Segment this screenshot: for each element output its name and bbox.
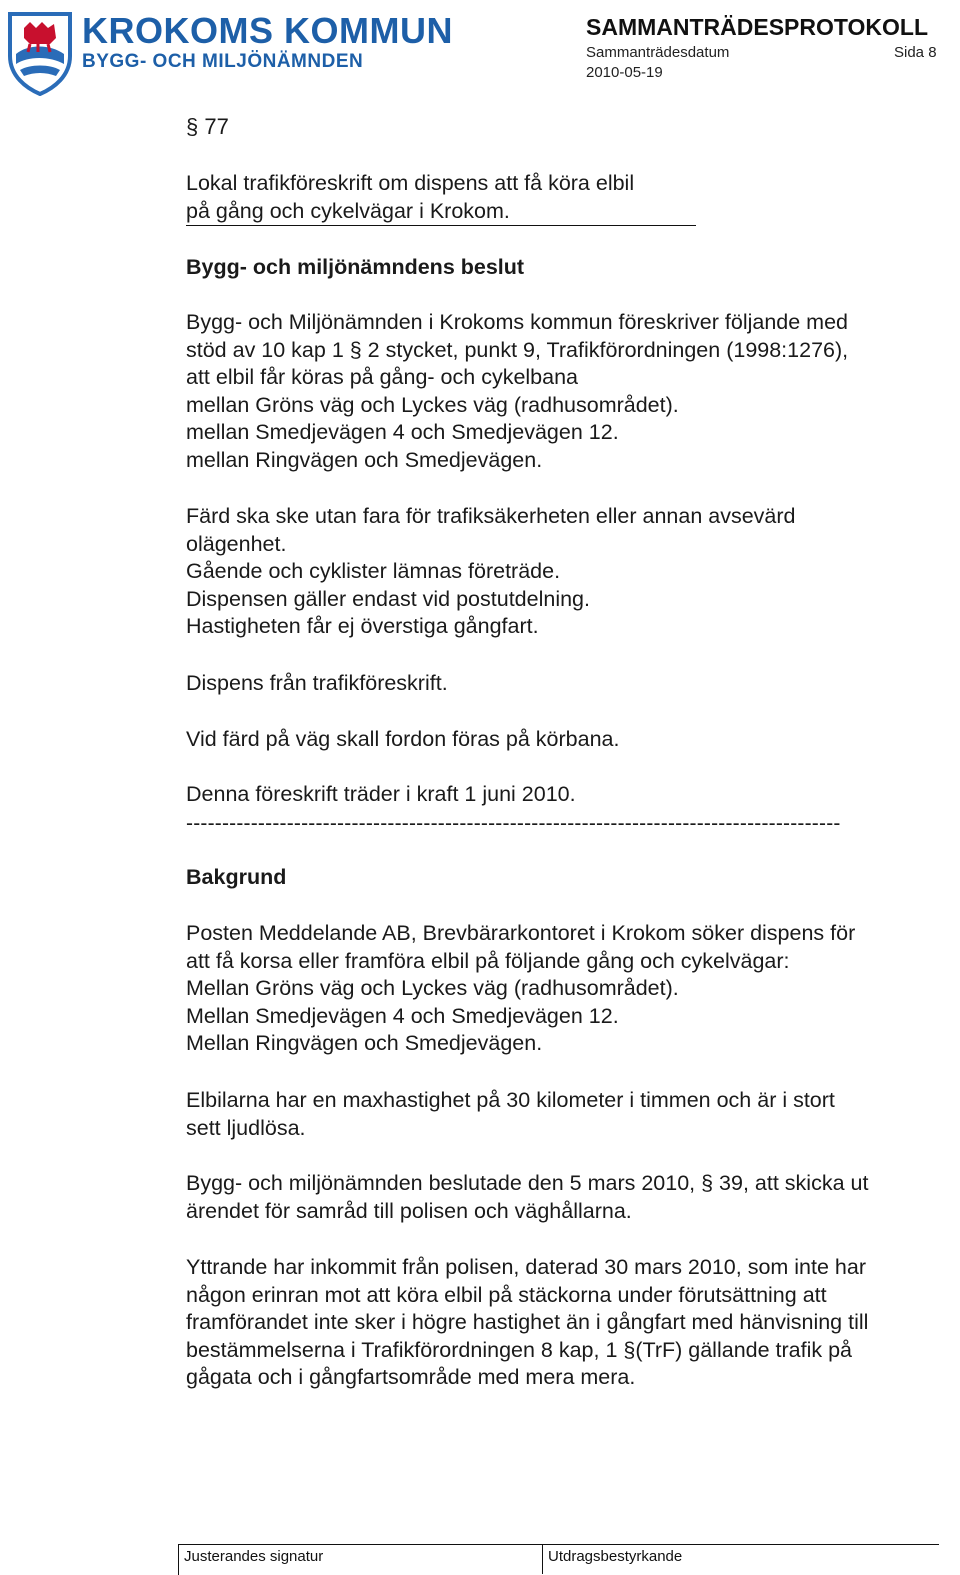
text-line: Gående och cyklister lämnas företräde. (186, 559, 561, 583)
text-line: sett ljudlösa. (186, 1115, 306, 1140)
text-line: Bygg- och Miljönämnden i Krokoms kommun föreskriver följande med (186, 310, 848, 334)
background-paragraph-1 (186, 920, 855, 1058)
section-title-line: på gång och cykelvägar i Krokom. (186, 198, 696, 227)
text-line: någon erinran mot att köra elbil på stäckorna under förutsättning att (186, 1282, 827, 1307)
text-line: Posten Meddelande AB, Brevbärarkontoret i Krokom söker dispens för (186, 921, 856, 945)
text-line: ärendet för samråd till polisen och väghållarna. (186, 1198, 632, 1223)
text-line: Mellan Smedjevägen 4 och Smedjevägen 12. (186, 1003, 619, 1028)
text-line: mellan Ringvägen och Smedjevägen. (186, 447, 543, 472)
text-line: Mellan Gröns väg och Lyckes väg (radhusområdet). (186, 976, 679, 1000)
section-title-line: Lokal trafikföreskrift om dispens att få köra elbil (186, 171, 635, 195)
section-title (186, 170, 696, 226)
decision-heading: Bygg- och miljönämndens beslut (186, 255, 525, 279)
text-line: gågata och i gångfartsområde med mera mera. (186, 1365, 636, 1389)
meeting-date: 2010-05-19 (586, 64, 663, 81)
meeting-date-label: Sammanträdesdatum (586, 44, 730, 61)
background-paragraph-3 (186, 1170, 868, 1225)
org-name: KROKOMS KOMMUN (82, 10, 453, 51)
text-line: Mellan Ringvägen och Smedjevägen. (186, 1031, 543, 1055)
text-line: Bygg- och miljönämnden beslutade den 5 mars 2010, § 39, att skicka ut (186, 1171, 869, 1195)
text-line: att få korsa eller framföra elbil på följande gång och cykelvägar: (186, 948, 790, 973)
krokom-crest-logo (6, 10, 74, 96)
org-subtitle: BYGG- OCH MILJÖNÄMNDEN (82, 51, 364, 72)
text-line: mellan Gröns väg och Lyckes väg (radhusområdet). (186, 392, 679, 417)
text-line: att elbil får köras på gång- och cykelbana (186, 365, 579, 389)
text-line: stöd av 10 kap 1 § 2 stycket, punkt 9, Trafikförordningen (1998:1276), (186, 337, 849, 362)
dashed-separator: ------------------------------------------------------------------------------------------- (186, 812, 841, 835)
text-line: mellan Smedjevägen 4 och Smedjevägen 12. (186, 420, 619, 444)
section-number: § 77 (186, 114, 229, 139)
decision-paragraph-2 (186, 503, 796, 641)
extract-label: Utdragsbestyrkande (548, 1548, 683, 1565)
document-title: SAMMANTRÄDESPROTOKOLL (586, 14, 929, 40)
decision-paragraph-3: Dispens från trafikföreskrift. (186, 671, 448, 695)
text-line: olägenhet. (186, 531, 287, 556)
text-line: framförandet inte sker i högre hastighet än i gångfart med hänvisning till (186, 1310, 869, 1334)
text-line: bestämmelserna i Trafikförordningen 8 kap, 1 §(TrF) gällande trafik på (186, 1337, 853, 1362)
decision-paragraph-1 (186, 309, 848, 474)
text-line: Hastigheten får ej överstiga gångfart. (186, 614, 539, 638)
text-line: Elbilarna har en maxhastighet på 30 kilometer i timmen och är i stort (186, 1088, 835, 1112)
text-line: Färd ska ske utan fara för trafiksäkerheten eller annan avsevärd (186, 504, 796, 528)
decision-paragraph-5: Denna föreskrift träder i kraft 1 juni 2010. (186, 782, 576, 806)
background-paragraph-2 (186, 1087, 835, 1142)
background-paragraph-4 (186, 1254, 868, 1392)
text-line: Yttrande har inkommit från polisen, daterad 30 mars 2010, som inte har (186, 1255, 866, 1279)
decision-paragraph-4: Vid färd på väg skall fordon föras på körbana. (186, 727, 620, 751)
background-heading: Bakgrund (186, 865, 287, 889)
footer-divider (542, 1544, 543, 1574)
text-line: Dispensen gäller endast vid postutdelning. (186, 586, 590, 611)
signature-label: Justerandes signatur (184, 1548, 324, 1565)
page-number: Sida 8 (894, 44, 937, 61)
